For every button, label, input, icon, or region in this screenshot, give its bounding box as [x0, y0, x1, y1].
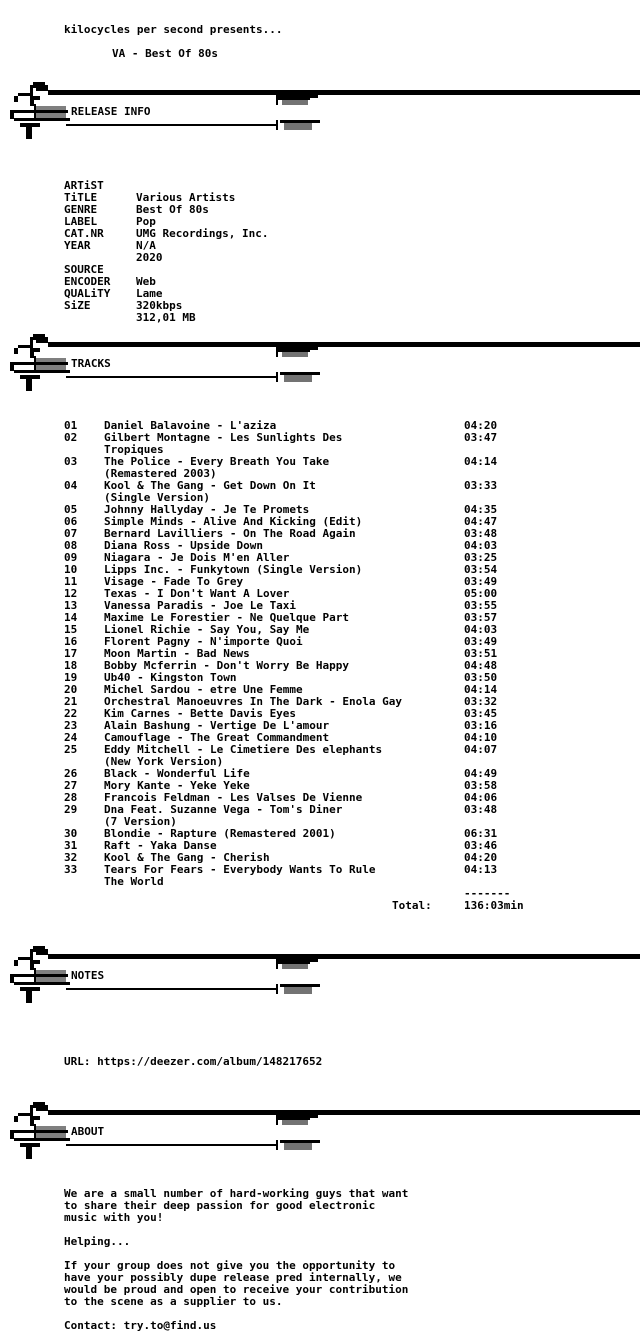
track-title: The Police - Every Breath You Take [104, 455, 330, 468]
track-title: Camouflage - The Great Commandment [104, 731, 330, 744]
track-title: Simple Minds - Alive And Kicking (Edit) [104, 515, 363, 528]
track-number: 20 [64, 683, 78, 696]
track-number: 01 [64, 419, 78, 432]
info-key: LABEL [64, 215, 98, 228]
track-title: Daniel Balavoine - L'aziza [104, 419, 277, 432]
track-number: 30 [64, 827, 78, 840]
track-number: 12 [64, 587, 78, 600]
about-p3-line: If your group does not give you the opportunity to [64, 1259, 396, 1272]
track-number: 16 [64, 635, 78, 648]
track-duration: 03:50 [464, 671, 498, 684]
track-number: 17 [64, 647, 78, 660]
track-title: Gilbert Montagne - Les Sunlights Des [104, 431, 343, 444]
track-title: Raft - Yaka Danse [104, 839, 217, 852]
track-duration: 03:45 [464, 707, 498, 720]
track-duration: 03:51 [464, 647, 498, 660]
info-key: ENCODER [64, 275, 111, 288]
notes-url[interactable]: URL: https://deezer.com/album/148217652 [64, 1055, 323, 1068]
section-banner-release-info [0, 82, 640, 146]
about-p1-line: music with you! [64, 1211, 164, 1224]
about-p2: Helping... [64, 1235, 131, 1248]
info-value: Web [136, 275, 156, 288]
track-duration: 03:49 [464, 635, 498, 648]
total-separator: ------- [464, 887, 511, 900]
about-p3-line: have your possibly dupe release pred internally, we [64, 1271, 402, 1284]
track-title: Dna Feat. Suzanne Vega - Tom's Diner [104, 803, 343, 816]
track-number: 05 [64, 503, 78, 516]
info-key: TiTLE [64, 191, 98, 204]
track-title: Moon Martin - Bad News [104, 647, 250, 660]
track-title: Lionel Richie - Say You, Say Me [104, 623, 310, 636]
track-duration: 04:10 [464, 731, 498, 744]
track-title-continued: The World [104, 875, 164, 888]
track-row [64, 455, 544, 480]
track-title: Bernard Lavilliers - On The Road Again [104, 527, 356, 540]
track-duration: 03:33 [464, 479, 498, 492]
track-number: 04 [64, 479, 78, 492]
track-duration: 04:20 [464, 419, 498, 432]
total-value: 136:03min [464, 899, 524, 912]
info-value: UMG Recordings, Inc. [136, 227, 269, 240]
section-label-notes: NOTES [71, 969, 105, 982]
track-duration: 03:25 [464, 551, 498, 564]
track-title: Francois Feldman - Les Valses De Vienne [104, 791, 363, 804]
info-key: CAT.NR [64, 227, 104, 240]
about-p1-line: We are a small number of hard-working guys that want [64, 1187, 409, 1200]
track-title: Ub40 - Kingston Town [104, 671, 237, 684]
track-title: Niagara - Je Dois M'en Aller [104, 551, 290, 564]
track-duration: 04:07 [464, 743, 498, 756]
track-number: 14 [64, 611, 78, 624]
track-title: Orchestral Manoeuvres In The Dark - Enola Gay [104, 695, 403, 708]
info-value: N/A [136, 239, 156, 252]
track-number: 06 [64, 515, 78, 528]
info-key: ARTiST [64, 179, 104, 192]
track-duration: 04:03 [464, 539, 498, 552]
track-duration: 03:49 [464, 575, 498, 588]
track-title: Diana Ross - Upside Down [104, 539, 263, 552]
track-title-continued: (New York Version) [104, 755, 224, 768]
track-row [64, 479, 544, 504]
track-duration: 04:13 [464, 863, 498, 876]
track-title-continued: (Remastered 2003) [104, 467, 217, 480]
track-number: 19 [64, 671, 78, 684]
track-row [64, 431, 544, 456]
track-duration: 03:32 [464, 695, 498, 708]
track-number: 25 [64, 743, 78, 756]
presenter-line: kilocycles per second presents... [64, 23, 283, 36]
track-title: Johnny Hallyday - Je Te Promets [104, 503, 310, 516]
about-p1-line: to share their deep passion for good electronic [64, 1199, 376, 1212]
track-row [64, 743, 544, 768]
track-duration: 04:03 [464, 623, 498, 636]
track-title: Michel Sardou - etre Une Femme [104, 683, 303, 696]
about-p3-line: to the scene as a supplier to us. [64, 1295, 283, 1308]
track-number: 11 [64, 575, 78, 588]
track-duration: 04:14 [464, 455, 498, 468]
track-number: 32 [64, 851, 78, 864]
info-key: SOURCE [64, 263, 104, 276]
info-value: Various Artists [136, 191, 236, 204]
section-banner-notes [0, 946, 640, 1010]
track-number: 07 [64, 527, 78, 540]
track-number: 24 [64, 731, 78, 744]
track-number: 28 [64, 791, 78, 804]
track-title-continued: (7 Version) [104, 815, 177, 828]
section-label-about: ABOUT [71, 1125, 105, 1138]
track-duration: 04:20 [464, 851, 498, 864]
track-title: Lipps Inc. - Funkytown (Single Version) [104, 563, 363, 576]
info-key: QUALiTY [64, 287, 111, 300]
track-duration: 04:35 [464, 503, 498, 516]
track-number: 31 [64, 839, 78, 852]
track-row [64, 863, 544, 888]
track-duration: 04:14 [464, 683, 498, 696]
track-title: Vanessa Paradis - Joe Le Taxi [104, 599, 297, 612]
track-number: 09 [64, 551, 78, 564]
track-duration: 03:46 [464, 839, 498, 852]
section-banner-tracks [0, 334, 640, 398]
about-p3-line: would be proud and open to receive your contribution [64, 1283, 409, 1296]
track-number: 18 [64, 659, 78, 672]
track-duration: 03:55 [464, 599, 498, 612]
track-duration: 05:00 [464, 587, 498, 600]
track-title-continued: Tropiques [104, 443, 164, 456]
track-title: Kool & The Gang - Get Down On It [104, 479, 316, 492]
track-duration: 06:31 [464, 827, 498, 840]
track-title: Texas - I Don't Want A Lover [104, 587, 290, 600]
info-value: Lame [136, 287, 163, 300]
track-duration: 03:48 [464, 803, 498, 816]
track-duration: 03:16 [464, 719, 498, 732]
info-key: GENRE [64, 203, 98, 216]
total-label: Total: [392, 899, 432, 912]
section-label-tracks: TRACKS [71, 357, 111, 370]
track-duration: 04:06 [464, 791, 498, 804]
track-title: Florent Pagny - N'importe Quoi [104, 635, 303, 648]
track-number: 15 [64, 623, 78, 636]
track-duration: 03:48 [464, 527, 498, 540]
track-number: 22 [64, 707, 78, 720]
track-number: 02 [64, 431, 78, 444]
track-duration: 04:47 [464, 515, 498, 528]
info-key: YEAR [64, 239, 91, 252]
track-row [64, 803, 544, 828]
track-duration: 03:58 [464, 779, 498, 792]
release-title: VA - Best Of 80s [112, 47, 218, 60]
track-number: 08 [64, 539, 78, 552]
track-title: Kim Carnes - Bette Davis Eyes [104, 707, 297, 720]
track-number: 13 [64, 599, 78, 612]
info-value: 2020 [136, 251, 163, 264]
section-banner-about [0, 1102, 640, 1166]
track-duration: 03:54 [464, 563, 498, 576]
track-number: 29 [64, 803, 78, 816]
track-number: 26 [64, 767, 78, 780]
track-title: Mory Kante - Yeke Yeke [104, 779, 250, 792]
track-duration: 03:47 [464, 431, 498, 444]
track-title: Black - Wonderful Life [104, 767, 250, 780]
track-title: Alain Bashung - Vertige De L'amour [104, 719, 330, 732]
about-contact[interactable]: Contact: try.to@find.us [64, 1319, 217, 1332]
track-title: Bobby Mcferrin - Don't Worry Be Happy [104, 659, 350, 672]
track-number: 03 [64, 455, 78, 468]
track-number: 27 [64, 779, 78, 792]
info-value: Pop [136, 215, 156, 228]
track-title-continued: (Single Version) [104, 491, 210, 504]
track-title: Maxime Le Forestier - Ne Quelque Part [104, 611, 350, 624]
info-value: Best Of 80s [136, 203, 209, 216]
track-title: Visage - Fade To Grey [104, 575, 244, 588]
track-title: Kool & The Gang - Cherish [104, 851, 270, 864]
info-value: 312,01 MB [136, 311, 196, 324]
info-key: SiZE [64, 299, 91, 312]
track-number: 33 [64, 863, 78, 876]
track-number: 10 [64, 563, 78, 576]
track-duration: 03:57 [464, 611, 498, 624]
track-duration: 04:48 [464, 659, 498, 672]
info-value: 320kbps [136, 299, 183, 312]
track-title: Eddy Mitchell - Le Cimetiere Des elephants [104, 743, 383, 756]
track-number: 21 [64, 695, 78, 708]
track-duration: 04:49 [464, 767, 498, 780]
track-title: Tears For Fears - Everybody Wants To Rule [104, 863, 376, 876]
track-number: 23 [64, 719, 78, 732]
section-label-release-info: RELEASE INFO [71, 105, 151, 118]
track-title: Blondie - Rapture (Remastered 2001) [104, 827, 336, 840]
